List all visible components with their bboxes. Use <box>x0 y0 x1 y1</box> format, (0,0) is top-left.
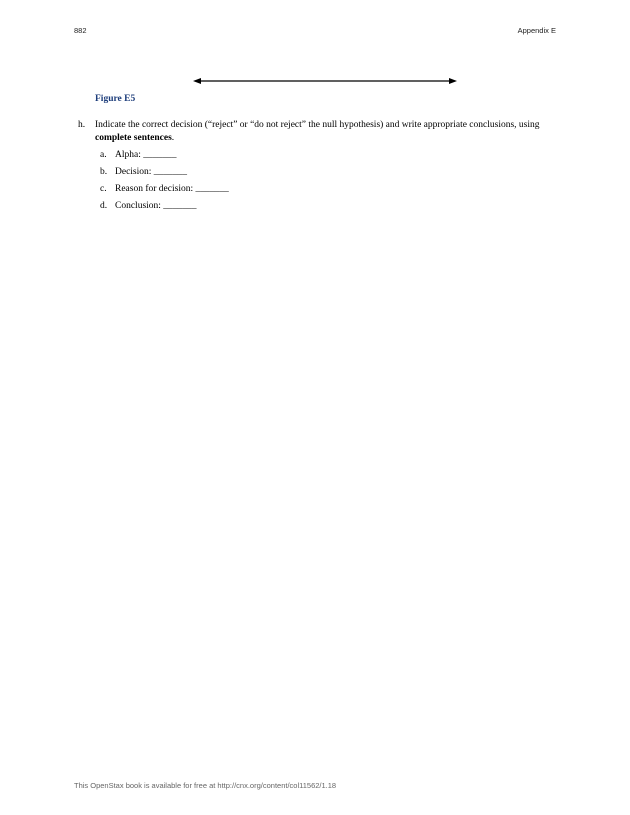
list-item-text: Conclusion: _______ <box>115 201 197 211</box>
question-h <box>78 119 560 217</box>
list-item-text: Reason for decision: _______ <box>115 184 229 194</box>
left-arrowhead-icon <box>193 78 201 84</box>
question-text <box>95 119 560 145</box>
running-head: Appendix E <box>517 26 556 35</box>
page-header <box>74 26 556 38</box>
list-item-marker: c. <box>100 184 107 194</box>
page-number: 882 <box>74 26 87 35</box>
list-item <box>100 166 560 183</box>
question-text-start: Indicate the correct decision (“reject” or “do not reject” the null hypothesis) and write appropriate conclusions, using <box>95 120 540 130</box>
list-item-marker: a. <box>100 150 107 160</box>
sub-question-list <box>78 149 560 217</box>
question-text-end: . <box>171 133 175 143</box>
right-arrowhead-icon <box>449 78 457 84</box>
list-item-marker: b. <box>100 167 108 177</box>
list-item <box>100 200 560 217</box>
question-text-bold: complete sentences <box>95 133 172 143</box>
question-marker: h. <box>78 120 86 130</box>
figure-caption: Figure E5 <box>95 94 136 104</box>
list-item-marker: d. <box>100 201 108 211</box>
page-footer: This OpenStax book is available for free at http://cnx.org/content/col11562/1.18 <box>74 781 337 790</box>
list-item-text: Alpha: _______ <box>115 150 177 160</box>
list-item-text: Decision: _______ <box>115 167 188 177</box>
number-line-figure <box>190 74 460 88</box>
list-item <box>100 183 560 200</box>
list-item <box>100 149 560 166</box>
